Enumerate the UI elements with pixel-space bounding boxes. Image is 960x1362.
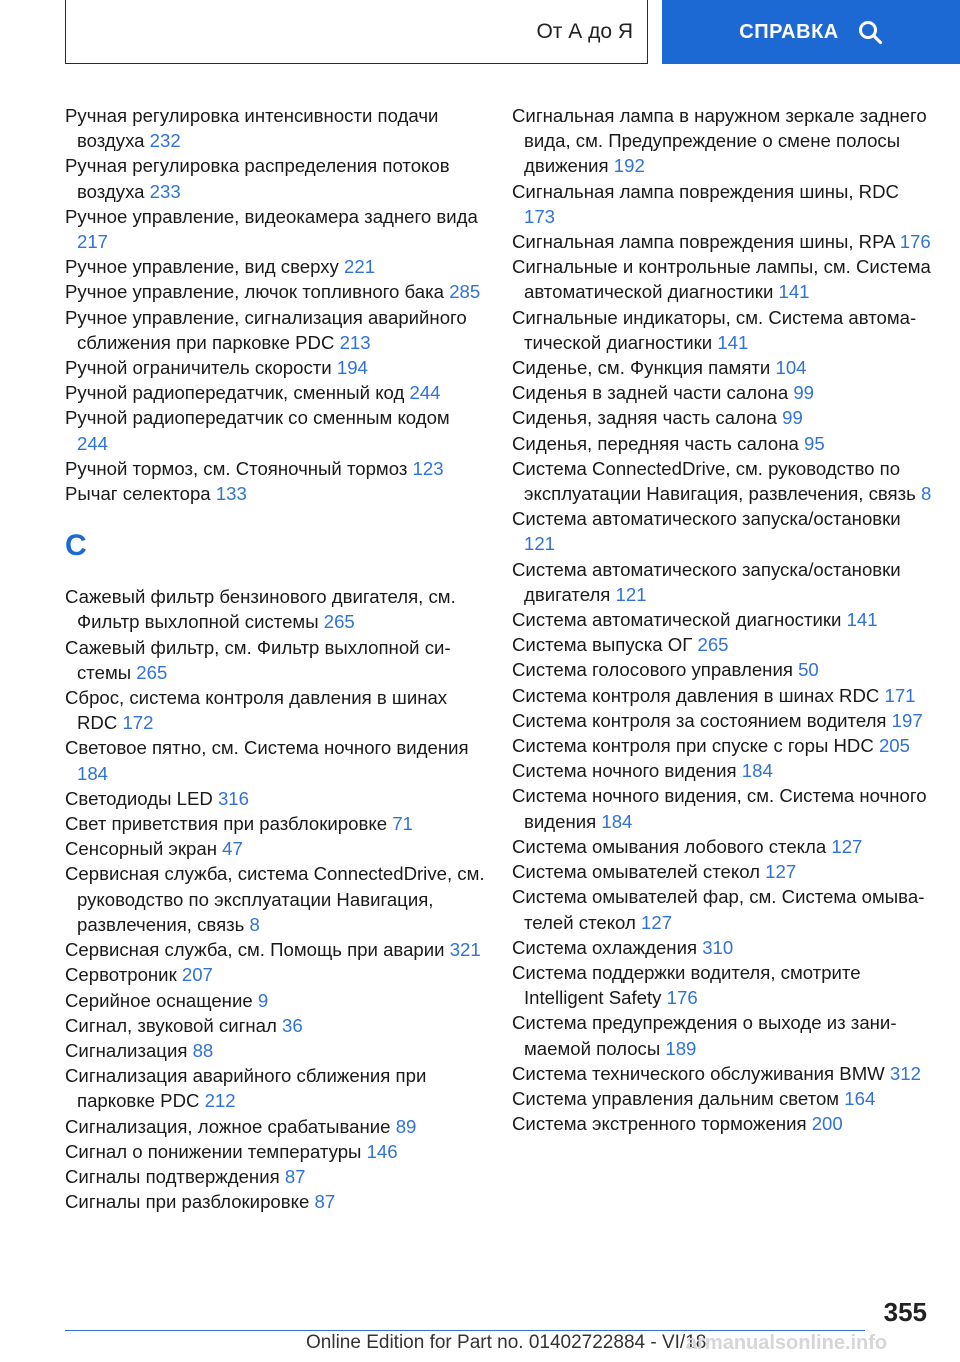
page-link[interactable]: 123 xyxy=(412,457,444,479)
index-entry-text: Ручной тормоз, см. Стояночный тормоз xyxy=(65,457,408,479)
index-entry-text: Рычаг селектора xyxy=(65,483,211,505)
index-entry xyxy=(512,657,932,682)
index-entry-text: Сигналы подтверждения xyxy=(65,1165,280,1187)
index-entry-text: Система выпуска ОГ xyxy=(512,634,693,656)
tab-index-label: От А до Я xyxy=(536,19,633,43)
page-link[interactable]: 173 xyxy=(524,205,556,227)
index-entry-text: Система омывателей стекол xyxy=(512,861,760,883)
index-entry xyxy=(65,355,485,380)
index-entry xyxy=(512,960,932,1010)
index-entry xyxy=(512,103,932,179)
page-link[interactable]: 127 xyxy=(765,861,797,883)
page-link[interactable]: 194 xyxy=(336,357,368,379)
index-entry xyxy=(65,405,485,455)
index-entry xyxy=(512,355,932,380)
page-link[interactable]: 233 xyxy=(149,180,181,202)
index-entry xyxy=(65,204,485,254)
index-entry xyxy=(65,1063,485,1113)
index-entry-text: Световое пятно, см. Система ночного видения xyxy=(65,737,469,759)
page-link[interactable]: 184 xyxy=(77,762,109,784)
index-list-left-top xyxy=(65,103,485,506)
index-entry-text: Система поддержки водителя, смотрите Intelligent Safety xyxy=(512,961,861,1009)
index-entry-text: Система предупреждения о выходе из занимаемой полосы xyxy=(512,1012,897,1059)
index-entry xyxy=(65,380,485,405)
page-link[interactable]: 197 xyxy=(891,709,923,731)
index-entry-text: Система контроля за состоянием водителя xyxy=(512,709,887,731)
index-entry-text: Ручной ограничитель скорости xyxy=(65,357,332,379)
index-entry-text: Серийное оснащение xyxy=(65,989,253,1011)
index-entry xyxy=(65,305,485,355)
page-link[interactable]: 232 xyxy=(149,130,181,152)
index-entry xyxy=(512,683,932,708)
page-link[interactable]: 9 xyxy=(257,989,269,1011)
page-link[interactable]: 87 xyxy=(314,1191,336,1213)
page-link[interactable]: 71 xyxy=(392,813,413,835)
index-entry xyxy=(512,733,932,758)
page-link[interactable]: 172 xyxy=(122,712,154,734)
index-entry-text: Сигнал, звуковой сигнал xyxy=(65,1014,277,1036)
index-entry xyxy=(512,229,932,254)
section-letter: С xyxy=(65,529,87,563)
index-column-left xyxy=(65,103,485,1214)
index-entry-text: Сиденья, передняя часть салона xyxy=(512,432,799,454)
index-entry-text: Сервисная служба, система ConnectedDrive, см. руководство по эксплуатации Навигация, развлечения, связь xyxy=(65,863,485,935)
page-link[interactable]: 244 xyxy=(409,382,441,404)
page-link[interactable]: 171 xyxy=(884,684,916,706)
index-entry-text: Сигнальные и контрольные лампы, см. Система автоматической диагностики xyxy=(512,256,931,303)
index-entry xyxy=(65,103,485,153)
page-link[interactable]: 244 xyxy=(77,432,109,454)
page-link[interactable]: 133 xyxy=(215,483,247,505)
index-entry xyxy=(512,1086,932,1111)
index-entry xyxy=(512,859,932,884)
page-link[interactable]: 321 xyxy=(449,939,481,961)
page-link[interactable]: 99 xyxy=(782,407,803,429)
index-entry-text: Ручное управление, сигнализация аварийного сближения при парковке PDC xyxy=(65,306,467,353)
index-entry xyxy=(512,1010,932,1060)
page-link[interactable]: 207 xyxy=(181,964,213,986)
index-entry-text: Сигнальная лампа в наружном зеркале заднего вида, см. Предупреждение о смене полосы движения xyxy=(512,105,927,177)
index-entry-text: Система автоматического запуска/остановки xyxy=(512,508,901,530)
index-entry xyxy=(65,1189,485,1214)
page-link[interactable]: 316 xyxy=(217,787,249,809)
page-link[interactable]: 141 xyxy=(717,331,749,353)
page-link[interactable]: 312 xyxy=(889,1062,921,1084)
page-link[interactable]: 176 xyxy=(666,987,698,1009)
index-entry xyxy=(65,1013,485,1038)
index-entry-text: Сигнализация, ложное срабатывание xyxy=(65,1115,391,1137)
index-entry xyxy=(65,584,485,634)
index-entry-text: Сажевый фильтр, см. Фильтр выхлопной системы xyxy=(65,636,451,683)
tab-index-a-z[interactable] xyxy=(65,0,648,64)
index-entry xyxy=(512,708,932,733)
page-link[interactable]: 189 xyxy=(665,1037,697,1059)
page-link[interactable]: 176 xyxy=(899,231,931,253)
index-entry-text: Сенсорный экран xyxy=(65,838,217,860)
index-entry-text: Сброс, система контроля давления в шинах RDC xyxy=(65,687,448,734)
index-entry xyxy=(65,962,485,987)
index-entry xyxy=(65,735,485,785)
page-link[interactable]: 221 xyxy=(344,256,376,278)
index-entry-text: Сиденья, задняя часть салона xyxy=(512,407,777,429)
index-entry-text: Сигнальная лампа повреждения шины, RPA xyxy=(512,231,895,253)
index-entry xyxy=(65,861,485,937)
index-entry-text: Сервисная служба, см. Помощь при аварии xyxy=(65,939,445,961)
tab-help-label: СПРАВКА xyxy=(739,20,839,43)
page-link[interactable]: 99 xyxy=(793,382,815,404)
index-entry-text: Сигнал о понижении температуры xyxy=(65,1140,362,1162)
watermark: armanualsonline.info xyxy=(686,1332,888,1354)
index-entry xyxy=(65,481,485,506)
index-column-right xyxy=(512,103,932,1136)
page-link[interactable]: 121 xyxy=(524,533,556,555)
index-entry-text: Система ночного видения xyxy=(512,760,737,782)
index-entry xyxy=(65,937,485,962)
page-link[interactable]: 265 xyxy=(697,634,729,656)
index-entry-text: Система контроля давления в шинах RDC xyxy=(512,684,880,706)
index-entry-text: Система ConnectedDrive, см. руководство по эксплуатации Навигация, развлечения, связь xyxy=(512,457,916,505)
index-entry-text: Сигналы при разблокировке xyxy=(65,1191,310,1213)
page-link[interactable]: 127 xyxy=(831,835,863,857)
index-entry-text: Сиденье, см. Функция памяти xyxy=(512,357,771,379)
page-link[interactable]: 8 xyxy=(249,913,260,935)
page-link[interactable]: 265 xyxy=(136,661,168,683)
index-entry xyxy=(512,884,932,934)
index-entry-text: Система автоматической диагностики xyxy=(512,609,842,631)
index-entry xyxy=(512,607,932,632)
page-link[interactable]: 95 xyxy=(803,432,825,454)
index-entry xyxy=(65,635,485,685)
page-link[interactable]: 192 xyxy=(613,155,645,177)
index-entry-text: Сигнальная лампа повреждения шины, RDC xyxy=(512,180,899,202)
index-entry xyxy=(65,1139,485,1164)
page-link[interactable]: 121 xyxy=(615,583,647,605)
index-entry xyxy=(512,834,932,859)
index-entry xyxy=(512,557,932,607)
page-number: 355 xyxy=(883,1297,927,1327)
index-entry-text: Ручная регулировка интенсивности подачи воздуха xyxy=(65,105,439,152)
index-entry-text: Система омывателей фар, см. Система омывателей стекол xyxy=(512,886,925,933)
index-list-left-bottom xyxy=(65,584,485,1214)
index-entry xyxy=(512,431,932,456)
index-entry-text: Сажевый фильтр бензинового двигателя, см. Фильтр выхлопной системы xyxy=(65,586,456,633)
index-entry-text: Сигнальные индикаторы, см. Система автоматической диагностики xyxy=(512,306,917,353)
index-entry xyxy=(65,1038,485,1063)
index-entry-text: Сиденья в задней части салона xyxy=(512,382,789,404)
index-entry xyxy=(65,836,485,861)
search-icon[interactable] xyxy=(857,19,883,45)
index-entry xyxy=(65,811,485,836)
index-entry-text: Ручное управление, лючок топливного бака xyxy=(65,281,445,303)
page-link[interactable]: 184 xyxy=(601,810,633,832)
index-entry-text: Светодиоды LED xyxy=(65,787,213,809)
index-entry-text: Система охлаждения xyxy=(512,936,698,958)
index-entry-text: Ручной радиопередатчик со сменным кодом xyxy=(65,407,450,429)
page-link[interactable]: 285 xyxy=(449,281,481,303)
tab-help[interactable] xyxy=(662,0,960,64)
page-link[interactable]: 141 xyxy=(778,281,810,303)
page-link[interactable]: 146 xyxy=(366,1140,398,1162)
index-entry xyxy=(65,153,485,203)
index-entry-text: Ручная регулировка распределения потоков воздуха xyxy=(65,155,450,202)
index-entry-text: Система голосового управления xyxy=(512,659,793,681)
page-link[interactable]: 213 xyxy=(339,331,371,353)
page-link[interactable]: 200 xyxy=(811,1113,843,1135)
index-entry xyxy=(512,405,932,430)
index-entry-text: Система контроля при спуске с горы HDC xyxy=(512,735,874,757)
page-link[interactable]: 212 xyxy=(204,1090,236,1112)
index-entry xyxy=(512,456,932,506)
index-entry xyxy=(512,179,932,229)
page-link[interactable]: 310 xyxy=(702,936,734,958)
page-link[interactable]: 104 xyxy=(775,357,807,379)
index-entry-text: Система управления дальним светом xyxy=(512,1087,840,1109)
index-entry xyxy=(512,254,932,304)
edition-text: Online Edition for Part no. 01402722884 - VI/18 xyxy=(306,1332,707,1353)
index-entry xyxy=(512,380,932,405)
index-entry xyxy=(65,279,485,304)
page-link[interactable]: 205 xyxy=(878,735,910,757)
page-link[interactable]: 87 xyxy=(284,1165,306,1187)
index-list-right xyxy=(512,103,932,1136)
index-entry xyxy=(65,685,485,735)
index-entry-text: Ручное управление, видеокамера заднего вида xyxy=(65,205,478,227)
index-entry-text: Система экстренного торможения xyxy=(512,1113,807,1135)
index-entry xyxy=(512,758,932,783)
index-entry xyxy=(65,254,485,279)
footer-divider xyxy=(65,1330,865,1331)
page-link[interactable]: 127 xyxy=(641,911,673,933)
index-entry-text: Система технического обслуживания BMW xyxy=(512,1062,885,1084)
page-link[interactable]: 89 xyxy=(395,1115,417,1137)
index-entry-text: Сигнализация аварийного сближения при парковке PDC xyxy=(65,1065,427,1112)
index-entry xyxy=(65,1114,485,1139)
index-entry xyxy=(65,786,485,811)
index-entry-text: Система автоматического запуска/остановки двигателя xyxy=(512,558,901,605)
index-entry xyxy=(512,783,932,833)
index-entry-text: Сигнализация xyxy=(65,1039,188,1061)
page-link[interactable]: 265 xyxy=(323,611,355,633)
index-entry xyxy=(512,506,932,556)
index-entry-text: Ручной радиопередатчик, сменный код xyxy=(65,382,405,404)
index-entry-text: Сервотроник xyxy=(65,964,177,986)
index-entry-text: Ручное управление, вид сверху xyxy=(65,256,339,278)
index-entry-text: Свет приветствия при разблокировке xyxy=(65,813,388,835)
index-entry xyxy=(65,1164,485,1189)
page-link[interactable]: 164 xyxy=(844,1087,876,1109)
page-link[interactable]: 184 xyxy=(741,760,773,782)
index-entry xyxy=(65,456,485,481)
index-entry-text: Система омывания лобового стекла xyxy=(512,835,827,857)
page-link[interactable]: 141 xyxy=(846,609,878,631)
page-link[interactable]: 50 xyxy=(798,659,819,681)
index-entry xyxy=(512,1111,932,1136)
page-link[interactable]: 47 xyxy=(222,838,243,860)
page-link[interactable]: 36 xyxy=(282,1014,303,1036)
index-entry-text: Система ночного видения, см. Система ночного видения xyxy=(512,785,927,832)
index-entry xyxy=(512,935,932,960)
page-link[interactable]: 88 xyxy=(192,1039,214,1061)
index-entry xyxy=(512,1061,932,1086)
index-entry xyxy=(65,988,485,1013)
index-entry xyxy=(512,305,932,355)
page-link[interactable]: 217 xyxy=(77,231,109,253)
page-link[interactable]: 8 xyxy=(921,483,932,505)
index-entry xyxy=(512,632,932,657)
